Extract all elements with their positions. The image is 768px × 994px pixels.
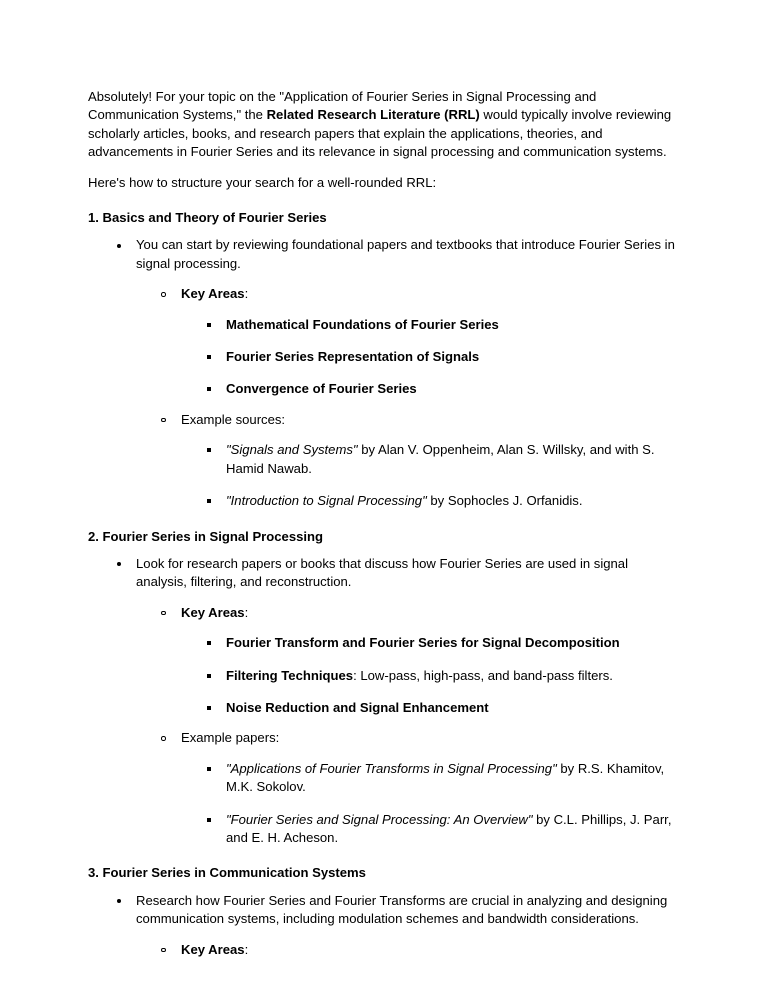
intro-paragraph-part-1: Absolutely! For your topic on the "Application of Fourier Series in Signal Processing and Communication Systems," the (88, 89, 597, 123)
list-item (181, 699, 680, 717)
square-bullet-icon (207, 448, 211, 452)
key-area-text: Noise Reduction and Signal Enhancement (226, 699, 489, 715)
intro-paragraph-bold-term: Related Research Literature (RRL) (266, 107, 480, 123)
key-area-detail: : Low-pass, high-pass, and band-pass filters. (353, 667, 613, 683)
section-3-bullet-list (88, 892, 680, 959)
circle-bullet-icon (161, 948, 166, 953)
list-item (181, 492, 680, 510)
list-item (181, 441, 680, 478)
section-1-examples-list (181, 441, 680, 510)
square-bullet-icon (207, 499, 211, 503)
section-2-examples-list (181, 760, 680, 848)
list-item (136, 941, 680, 959)
key-areas-label: Key Areas (181, 941, 245, 957)
paper-title: "Applications of Fourier Transforms in Signal Processing" (226, 760, 557, 776)
list-item (181, 380, 680, 398)
section-heading-3: 3. Fourier Series in Communication Systems (88, 865, 366, 881)
paper-authors: by C.L. Phillips, J. Parr, and E. H. Acheson. (226, 811, 672, 845)
list-item (181, 667, 680, 685)
section-2-sublist (136, 604, 680, 848)
key-areas-colon: : (244, 286, 249, 302)
list-item (136, 604, 680, 718)
square-bullet-icon (207, 818, 211, 822)
square-bullet-icon (207, 767, 211, 771)
square-bullet-icon (207, 387, 211, 391)
section-2-key-areas-list (181, 634, 680, 717)
circle-bullet-icon (161, 418, 166, 423)
section-1-bullet-list (88, 236, 680, 510)
square-bullet-icon (207, 323, 211, 327)
key-area-text: Mathematical Foundations of Fourier Series (226, 316, 499, 332)
structure-intro-paragraph: Here's how to structure your search for a well-rounded RRL: (88, 174, 437, 190)
key-area-text: Filtering Techniques (226, 667, 354, 683)
circle-bullet-icon (161, 736, 166, 741)
disc-bullet-icon (117, 562, 121, 566)
key-areas-colon: : (244, 941, 249, 957)
list-item (88, 555, 680, 847)
paper-title: "Fourier Series and Signal Processing: An Overview" (226, 811, 533, 827)
disc-bullet-icon (117, 244, 121, 248)
square-bullet-icon (207, 706, 211, 710)
section-1-sublist (136, 285, 680, 510)
list-item (136, 285, 680, 399)
paper-authors: by R.S. Khamitov, M.K. Sokolov. (226, 760, 665, 795)
section-2-bullet-list (88, 555, 680, 847)
disc-bullet-icon (117, 899, 121, 903)
circle-bullet-icon (161, 611, 166, 616)
list-item (181, 760, 680, 797)
section-heading-2: 2. Fourier Series in Signal Processing (88, 528, 324, 544)
source-title: "Signals and Systems" (226, 442, 358, 458)
document-body (88, 88, 680, 959)
list-item (181, 316, 680, 334)
circle-bullet-icon (161, 292, 166, 297)
section-3-sublist (136, 941, 680, 959)
key-area-text: Convergence of Fourier Series (226, 381, 417, 397)
section-heading-1: 1. Basics and Theory of Fourier Series (88, 210, 327, 226)
key-areas-label: Key Areas (181, 604, 245, 620)
list-item-text: Look for research papers or books that discuss how Fourier Series are used in signal analysis, filtering, and reconstruction. (136, 555, 628, 590)
list-item-text: Research how Fourier Series and Fourier Transforms are crucial in analyzing and designing communication systems, including modulation schemes and bandwidth considerations. (136, 892, 668, 927)
intro-paragraph-part-2: would typically involve reviewing scholarly articles, books, and research papers that explain the applications, theories, and advancements in Fourier Series and its relevance in signal processing and communication systems. (88, 107, 672, 160)
list-item (136, 729, 680, 847)
list-item (88, 236, 680, 510)
list-item (88, 892, 680, 959)
list-item-text: You can start by reviewing foundational papers and textbooks that introduce Fourier Series in signal processing. (136, 237, 675, 271)
key-area-text: Fourier Transform and Fourier Series for Signal Decomposition (226, 635, 620, 651)
square-bullet-icon (207, 641, 211, 645)
list-item (136, 411, 680, 511)
square-bullet-icon (207, 674, 211, 678)
key-areas-label: Key Areas (181, 286, 245, 302)
list-item (181, 348, 680, 366)
source-authors: by Alan V. Oppenheim, Alan S. Willsky, and with S. Hamid Nawab. (226, 442, 655, 476)
section-1-key-areas-list (181, 316, 680, 399)
key-area-text: Fourier Series Representation of Signals (226, 349, 480, 365)
key-areas-colon: : (244, 604, 249, 620)
list-item (181, 811, 680, 848)
intro-paragraph (88, 88, 680, 162)
list-item (181, 634, 680, 652)
source-authors: by Sophocles J. Orfanidis. (426, 493, 583, 509)
example-sources-label: Example sources: (181, 411, 286, 427)
source-title: "Introduction to Signal Processing" (226, 493, 427, 509)
example-papers-label: Example papers: (181, 730, 280, 746)
square-bullet-icon (207, 355, 211, 359)
